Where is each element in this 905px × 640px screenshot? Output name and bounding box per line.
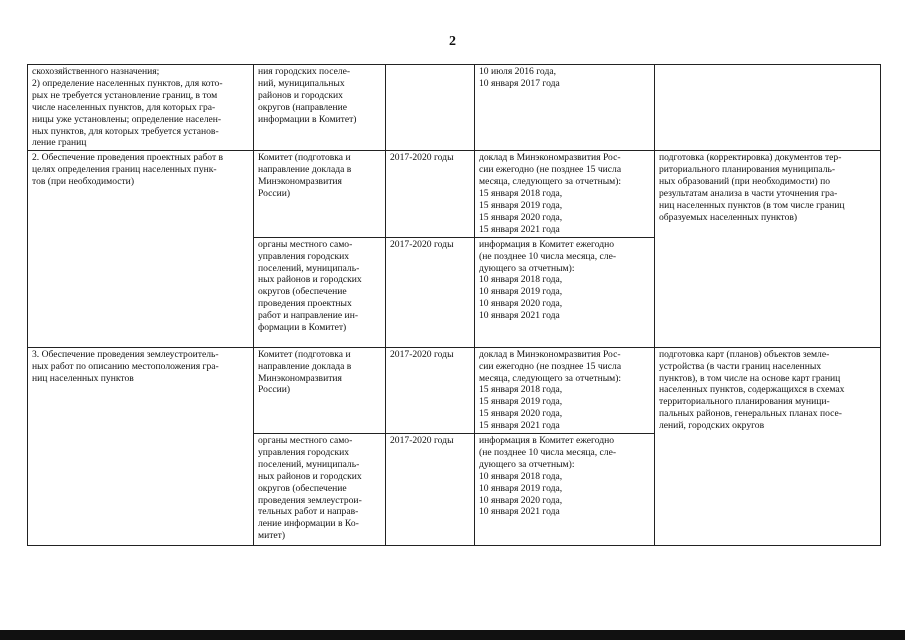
- text-line: направление доклада в: [258, 164, 352, 176]
- text-line: Минэкономразвития: [258, 372, 342, 384]
- period-cell: [386, 65, 475, 151]
- text-line: результатам анализа в части уточнения гра-: [659, 188, 838, 200]
- text-line: дующего за отчетным):: [479, 458, 575, 470]
- text-line: ниц населенных пунктов: [32, 372, 134, 384]
- text-line: 2) определение населенных пунктов, для кото-: [32, 77, 223, 89]
- text-line: органы местного само-: [258, 435, 353, 447]
- text-line: ление информации в Ко-: [258, 518, 359, 530]
- text-line: ниц населенных пунктов (в том числе границ: [659, 199, 845, 211]
- text-line: информация в Комитет ежегодно: [479, 435, 615, 447]
- text-line: 10 января 2018 года,: [479, 274, 563, 286]
- text-line: 15 января 2018 года,: [479, 188, 563, 200]
- text-line: органы местного само-: [258, 238, 353, 250]
- text-line: 15 января 2018 года,: [479, 384, 563, 396]
- report-cell: [475, 151, 655, 237]
- text-line: ния городских поселе-: [258, 66, 351, 77]
- text-line: России): [258, 188, 291, 200]
- text-line: 10 января 2017 года: [479, 77, 560, 89]
- text-line: 15 января 2019 года,: [479, 396, 563, 408]
- text-line: митет): [258, 530, 286, 542]
- period-cell: 2017-2020 годы: [386, 237, 475, 347]
- text-line: тельных работ и направ-: [258, 506, 359, 518]
- text-line: направление доклада в: [258, 360, 352, 372]
- period-cell: 2017-2020 годы: [386, 347, 475, 433]
- text-line: тов (при необходимости): [32, 176, 135, 188]
- task-cell: [28, 65, 254, 151]
- executor-cell: [254, 237, 386, 347]
- text-line: России): [258, 384, 291, 396]
- period-cell: 2017-2020 годы: [386, 434, 475, 546]
- report-cell: [475, 434, 655, 546]
- text-line: ных районов и городских: [258, 470, 362, 482]
- text-line: 10 июля 2016 года,: [479, 66, 556, 77]
- text-line: 3. Обеспечение проведения землеустроитель-: [32, 348, 219, 360]
- executor-cell: [254, 151, 386, 237]
- text-line: ницы уже установлены; определение населен-: [32, 113, 222, 125]
- text-line: поселений, муниципаль-: [258, 262, 360, 274]
- text-line: ных работ по описанию местоположения гра-: [32, 360, 219, 372]
- text-line: Комитет (подготовка и: [258, 348, 351, 360]
- text-line: дующего за отчетным):: [479, 262, 575, 274]
- text-line: информации в Комитет): [258, 113, 357, 125]
- text-line: 15 января 2021 года: [479, 420, 560, 432]
- text-line: 10 января 2021 года: [479, 506, 560, 518]
- text-line: доклад в Минэкономразвития Рос-: [479, 152, 621, 164]
- plan-table: [27, 64, 881, 546]
- text-line: управления городских: [258, 250, 350, 262]
- text-line: районов и городских: [258, 89, 343, 101]
- result-cell: [655, 65, 881, 151]
- period-cell: 2017-2020 годы: [386, 151, 475, 237]
- text-line: риториального планирования муниципаль-: [659, 164, 836, 176]
- page-number: 2: [449, 34, 456, 49]
- text-line: 10 января 2020 года,: [479, 494, 563, 506]
- text-line: рых не требуется установление границ, в том: [32, 89, 218, 101]
- report-cell: [475, 347, 655, 433]
- text-line: (не позднее 10 числа месяца, сле-: [479, 446, 617, 458]
- text-line: проведения проектных: [258, 298, 352, 310]
- text-line: сии ежегодно (не позднее 15 числа: [479, 164, 622, 176]
- text-line: работ и направление ин-: [258, 310, 359, 322]
- text-line: 15 января 2021 года: [479, 223, 560, 235]
- text-line: подготовка карт (планов) объектов земле-: [659, 348, 830, 360]
- text-line: формации в Комитет): [258, 322, 347, 334]
- text-line: 15 января 2020 года,: [479, 211, 563, 223]
- text-line: 10 января 2021 года: [479, 310, 560, 322]
- task-cell: [28, 151, 254, 347]
- text-line: Минэкономразвития: [258, 176, 342, 188]
- text-line: 2. Обеспечение проведения проектных работ в: [32, 152, 224, 164]
- text-line: проведения землеустрои-: [258, 494, 362, 506]
- report-cell: [475, 237, 655, 347]
- text-line: ных пунктов, для которых требуется установ-: [32, 125, 219, 137]
- text-line: ний, муниципальных: [258, 77, 345, 89]
- text-line: месяца, следующего за отчетным):: [479, 372, 622, 384]
- text-line: ление границ: [32, 137, 87, 149]
- text-line: пунктов), в том числе на основе карт границ: [659, 372, 841, 384]
- text-line: поселений, муниципаль-: [258, 458, 360, 470]
- text-line: сии ежегодно (не позднее 15 числа: [479, 360, 622, 372]
- text-line: целях определения границ населенных пунк-: [32, 164, 217, 176]
- task-cell: [28, 347, 254, 545]
- text-line: округов (обеспечение: [258, 286, 347, 298]
- text-line: месяца, следующего за отчетным):: [479, 176, 622, 188]
- text-line: 10 января 2018 года,: [479, 470, 563, 482]
- text-line: 10 января 2019 года,: [479, 286, 563, 298]
- result-cell: [655, 151, 881, 347]
- text-line: 10 января 2019 года,: [479, 482, 563, 494]
- text-line: ных образований (при необходимости) по: [659, 176, 831, 188]
- text-line: населенных пунктов, содержащихся в схемах: [659, 384, 845, 396]
- executor-cell: [254, 65, 386, 151]
- table-row: [28, 65, 881, 151]
- text-line: округов (направление: [258, 101, 347, 113]
- text-line: 15 января 2020 года,: [479, 408, 563, 420]
- report-cell: [475, 65, 655, 151]
- text-line: 10 января 2020 года,: [479, 298, 563, 310]
- text-line: 15 января 2019 года,: [479, 199, 563, 211]
- text-line: пальных районов, генеральных планах посе-: [659, 408, 842, 420]
- text-line: скохозяйственного назначения;: [32, 66, 160, 77]
- text-line: образуемых населенных пунктов): [659, 211, 798, 223]
- text-line: устройства (в части границ населенных: [659, 360, 822, 372]
- text-line: территориального планирования муници-: [659, 396, 830, 408]
- result-cell: [655, 347, 881, 545]
- text-line: лений, городских округов: [659, 420, 765, 432]
- text-line: ных районов и городских: [258, 274, 362, 286]
- scan-edge-bar: [0, 630, 905, 640]
- text-line: округов (обеспечение: [258, 482, 347, 494]
- executor-cell: [254, 434, 386, 546]
- text-line: (не позднее 10 числа месяца, сле-: [479, 250, 617, 262]
- table-row: [28, 347, 881, 433]
- text-line: информация в Комитет ежегодно: [479, 238, 615, 250]
- text-line: доклад в Минэкономразвития Рос-: [479, 348, 621, 360]
- executor-cell: [254, 347, 386, 433]
- table-row: [28, 151, 881, 237]
- text-line: управления городских: [258, 446, 350, 458]
- text-line: подготовка (корректировка) документов тер-: [659, 152, 842, 164]
- text-line: числе населенных пунктов, для которых гра-: [32, 101, 216, 113]
- text-line: Комитет (подготовка и: [258, 152, 351, 164]
